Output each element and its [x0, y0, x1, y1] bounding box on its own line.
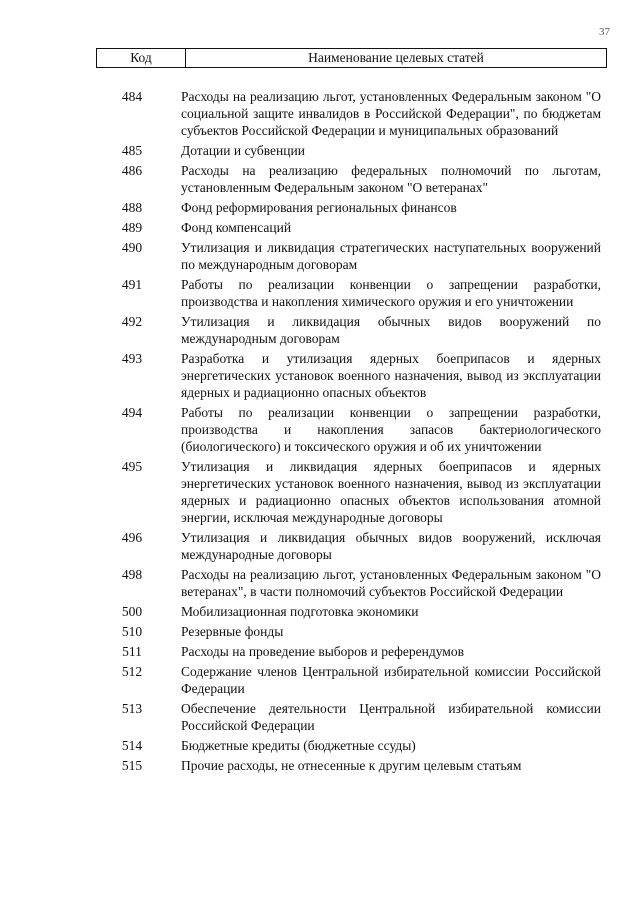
item-code: 491 [121, 277, 143, 292]
item-code: 489 [121, 220, 143, 235]
item-description: Расходы на реализацию федеральных полномочий по льготам, установленным Федеральным законом "О ветеранах" [181, 163, 601, 195]
item-description: Утилизация и ликвидация обычных видов вооружений по международным договорам [181, 314, 601, 346]
item-code: 495 [121, 459, 143, 474]
item-code: 500 [121, 604, 143, 619]
list-item [96, 219, 607, 236]
list-item [96, 239, 607, 273]
list-item [96, 700, 607, 734]
list-item [96, 199, 607, 216]
item-description: Фонд реформирования региональных финансов [181, 200, 457, 215]
item-description: Работы по реализации конвенции о запрещении разработки, производства и накопления запасов бактериологического (биологического) и токсического оружия и об их уничтожении [181, 405, 601, 454]
item-description: Утилизация и ликвидация ядерных боеприпасов и ядерных энергетических установок военного назначения, вывод из эксплуатации ядерных и радиационно опасных объектов использования атомной энергии, исключая международные договоры [181, 459, 601, 525]
item-description: Утилизация и ликвидация стратегических наступательных вооружений по международным договорам [181, 240, 601, 272]
item-code: 496 [121, 530, 143, 545]
list-item [96, 737, 607, 754]
header-table [96, 48, 607, 68]
item-description: Работы по реализации конвенции о запрещении разработки, производства и накопления химического оружия и его уничтожении [181, 277, 601, 309]
item-description: Бюджетные кредиты (бюджетные ссуды) [181, 738, 416, 753]
item-code: 512 [121, 664, 143, 679]
item-description: Прочие расходы, не отнесенные к другим целевым статьям [181, 758, 522, 773]
item-description: Утилизация и ликвидация обычных видов вооружений, исключая международные договоры [181, 530, 601, 562]
item-code: 485 [121, 143, 143, 158]
item-description: Дотации и субвенции [181, 143, 305, 158]
item-code: 514 [121, 738, 143, 753]
list-item [96, 643, 607, 660]
item-code: 484 [121, 89, 143, 104]
code-column-header: Код [97, 49, 186, 68]
item-description: Расходы на реализацию льгот, установленных Федеральным законом "О социальной защите инвалидов в Российской Федерации", по бюджетам субъектов Российской Федерации и муниципальных образований [181, 89, 601, 138]
header-row [97, 49, 607, 68]
list-item [96, 313, 607, 347]
item-description: Мобилизационная подготовка экономики [181, 604, 419, 619]
list-item [96, 566, 607, 600]
list-item [96, 603, 607, 620]
list-item [96, 350, 607, 401]
budget-items-list [96, 88, 607, 777]
item-description: Расходы на реализацию льгот, установленных Федеральным законом "О ветеранах", в части полномочий субъектов Российской Федерации [181, 567, 601, 599]
list-item [96, 529, 607, 563]
list-item [96, 276, 607, 310]
item-code: 510 [121, 624, 143, 639]
item-description: Разработка и утилизация ядерных боеприпасов и ядерных энергетических установок военного назначения, вывод из эксплуатации ядерных и радиационно опасных объектов [181, 351, 601, 400]
item-code: 488 [121, 200, 143, 215]
item-code: 515 [121, 758, 143, 773]
list-item [96, 404, 607, 455]
item-description: Фонд компенсаций [181, 220, 292, 235]
list-item [96, 162, 607, 196]
list-item [96, 458, 607, 526]
list-item [96, 663, 607, 697]
list-item [96, 623, 607, 640]
item-description: Резервные фонды [181, 624, 284, 639]
list-item [96, 88, 607, 139]
item-description: Обеспечение деятельности Центральной избирательной комиссии Российской Федерации [181, 701, 601, 733]
item-description: Расходы на проведение выборов и референдумов [181, 644, 464, 659]
item-description: Содержание членов Центральной избирательной комиссии Российской Федерации [181, 664, 601, 696]
item-code: 493 [121, 351, 143, 366]
page-number: 37 [599, 26, 610, 38]
item-code: 486 [121, 163, 143, 178]
item-code: 513 [121, 701, 143, 716]
name-column-header: Наименование целевых статей [186, 49, 607, 68]
item-code: 494 [121, 405, 143, 420]
list-item [96, 757, 607, 774]
list-item [96, 142, 607, 159]
item-code: 498 [121, 567, 143, 582]
item-code: 490 [121, 240, 143, 255]
item-code: 492 [121, 314, 143, 329]
item-code: 511 [122, 644, 142, 659]
